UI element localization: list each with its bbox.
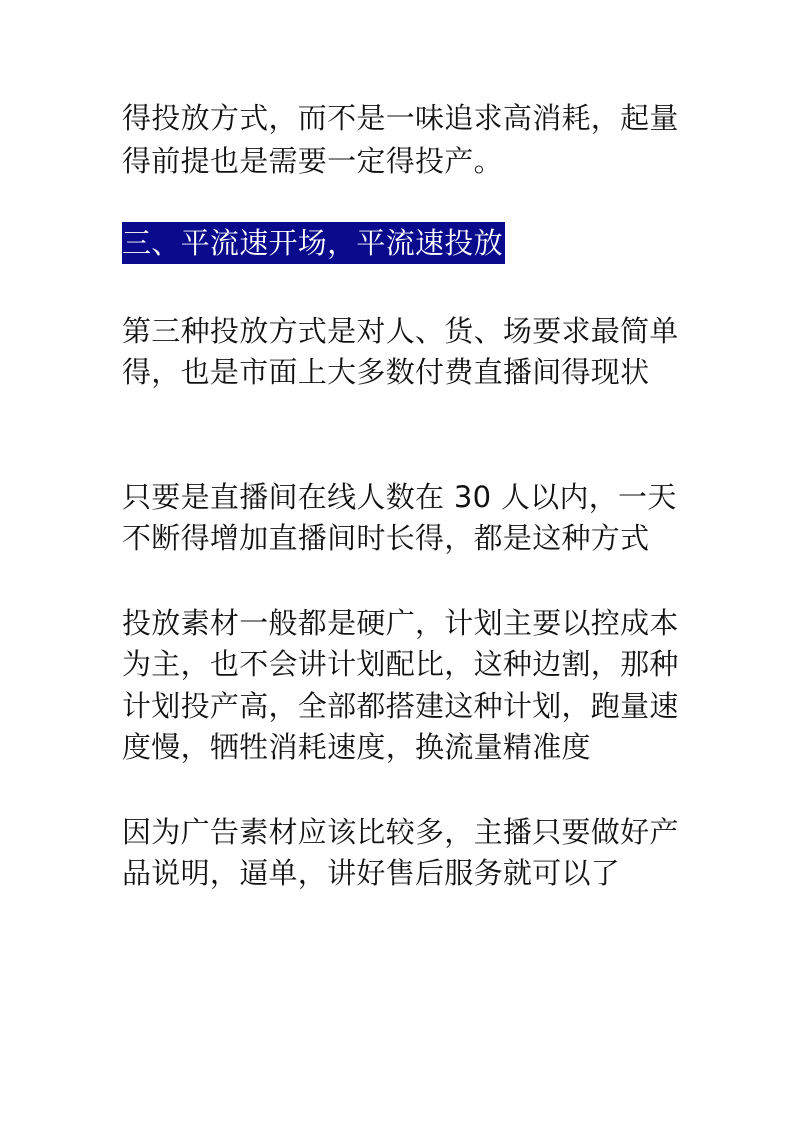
paragraph-1-line-1: 得投放方式，而不是一味追求高消耗，起量 (122, 101, 679, 135)
paragraph-2-line-1: 第三种投放方式是对人、货、场要求最简单 (122, 314, 679, 348)
section-heading: 三、平流速开场，平流速投放 (122, 222, 505, 264)
paragraph-4-line-4: 度慢，牺牲消耗速度，换流量精准度 (122, 730, 591, 764)
paragraph-4-line-1: 投放素材一般都是硬广，计划主要以控成本 (122, 606, 679, 640)
paragraph-1-line-2: 得前提也是需要一定得投产。 (122, 144, 503, 178)
paragraph-3-line-2: 不断得增加直播间时长得，都是这种方式 (122, 521, 650, 555)
paragraph-5-line-1: 因为广告素材应该比较多，主播只要做好产 (122, 815, 679, 849)
paragraph-4-line-3: 计划投产高，全部都搭建这种计划，跑量速 (122, 689, 679, 723)
paragraph-4-line-2: 为主，也不会讲计划配比，这种边割，那种 (122, 647, 679, 681)
paragraph-2-line-2: 得，也是市面上大多数付费直播间得现状 (122, 355, 650, 389)
paragraph-3-line-1: 只要是直播间在线人数在 30 人以内，一天 (122, 480, 677, 514)
paragraph-5-line-2: 品说明，逼单，讲好售后服务就可以了 (122, 856, 621, 890)
